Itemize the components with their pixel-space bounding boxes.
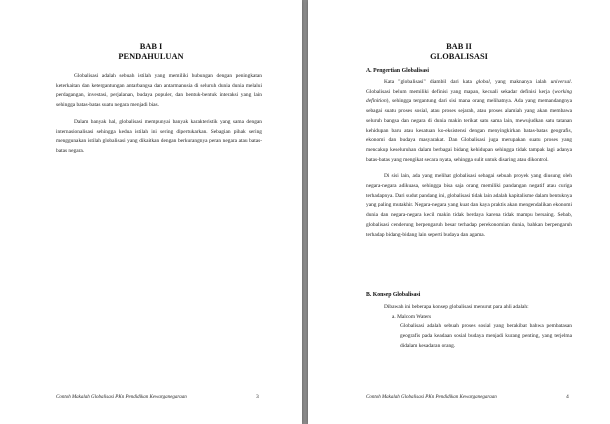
paragraph: Di sisi lain, ada yang melihat globalisasi sebagai sebuah proyek yang diusung oleh negara-negara adikuasa, sehingga bisa saja orang memiliki pandangan negatif atau curiga terhadapnya. Dari sudut pandang ini, globalisasi tidak lain adalah kapitalisme dalam bentuknya yang paling mutakhir. Negara-negara yang kuat dan kaya praktis akan mengendalikan ekonomi dunia dan negara-negara kecil makin tidak berdaya karena tidak mampu bersaing. Sebab, globalisasi cenderung berpengaruh besar terhadap perekonomian dunia, bahkan berpengaruh terhadap bidang-bidang lain seperti budaya dan agama. xyxy=(366,173,572,238)
paragraph: Globalisasi adalah sebuah proses sosial yang berakibat bahwa pembatasan geografis pada keadaan sosial budaya menjadi kurang penting, yang terjelma didalam kesadaran orang. xyxy=(400,323,572,349)
text-run: ), sehingga tergantung dari sisi mana orang melihatnya. Ada yang memandangnya sebagai suatu proses sosial, atau proses sejarah, atau proses alamiah yang akan membawa seluruh bangsa dan negara di dunia makin terikat satu sama lain, mewujudkan satu tatanan kehidupan baru atau kesatuan ko-eksistensi dengan menyingkirkan batas-batas geografis, ekonomi dan budaya masyarakat. Dan Globalisasi juga merupakan suatu proses yang mencakup keseluruhan dalam berbagai bidang kehidupan sehingga tidak tampak lagi adanya batas-batas yang mengikat secara nyata, sehingga sulit untuk disaring atau dikontrol. xyxy=(366,98,572,163)
document-page-right xyxy=(308,0,610,424)
chapter-heading xyxy=(308,42,610,62)
paragraph: Globalisasi adalah sebuah istilah yang memiliki hubungan dengan peningkatan keterkaitan dan ketergantungan antarbangsa dan antarmanusia di seluruh dunia dunia melalui perdagangan, investasi, perjalanan, budaya populer, dan bentuk-bentuk interaksi yang lain sehingga batas-batas suatu negara menjadi bias. xyxy=(56,73,262,109)
page-footer: Contoh Makalah Globalisasi PKn Pendidikan Kewarganegaraan xyxy=(56,395,187,400)
body-text xyxy=(366,78,572,247)
paragraph: Dibawah ini beberapa konsep globalisasi menurut para ahli adalah: xyxy=(384,304,529,310)
chapter-title: PENDAHULUAN xyxy=(118,52,184,61)
italic-term: global xyxy=(475,79,490,85)
section-heading: B. Konsep Globalisasi xyxy=(366,292,421,298)
list-item: a. Malcom Waters xyxy=(392,313,432,320)
paragraph: Dalam banyak hal, globalisasi mempunyai banyak karakteristik yang sama dengan internasionalisasi sehingga kedua istilah ini sering dipertukarkan. Sebagian pihak sering menggunakan istilah globalisasi yang dikaitkan dengan berkurangnya peran negara atau batas-batas negara. xyxy=(56,118,262,154)
italic-term: working definition xyxy=(366,88,572,105)
document-page-left xyxy=(0,0,302,424)
body-text xyxy=(56,72,262,164)
page-number: 3 xyxy=(256,394,259,400)
section-heading: A. Pengertian Globalisasi xyxy=(366,68,429,74)
chapter-title: GLOBALISASI xyxy=(430,52,488,61)
text-run: . Globalisasi belum memiliki definisi yang mapan, kecuali sekadar definisi kerja ( xyxy=(366,79,572,95)
chapter-heading xyxy=(0,42,302,62)
page-footer: Contoh Makalah Globalisasi PKn Pendidikan Kewarganegaraan xyxy=(366,395,497,400)
text-run: , yang maknanya ialah xyxy=(489,79,551,85)
paragraph xyxy=(366,78,572,165)
body-text xyxy=(366,303,572,352)
page-number: 4 xyxy=(566,394,569,400)
text-run: Kata "globalisasi" diambil dari kata xyxy=(384,79,476,85)
chapter-number: BAB I xyxy=(139,42,163,51)
italic-term: universal xyxy=(550,79,571,85)
chapter-number: BAB II xyxy=(446,42,472,51)
